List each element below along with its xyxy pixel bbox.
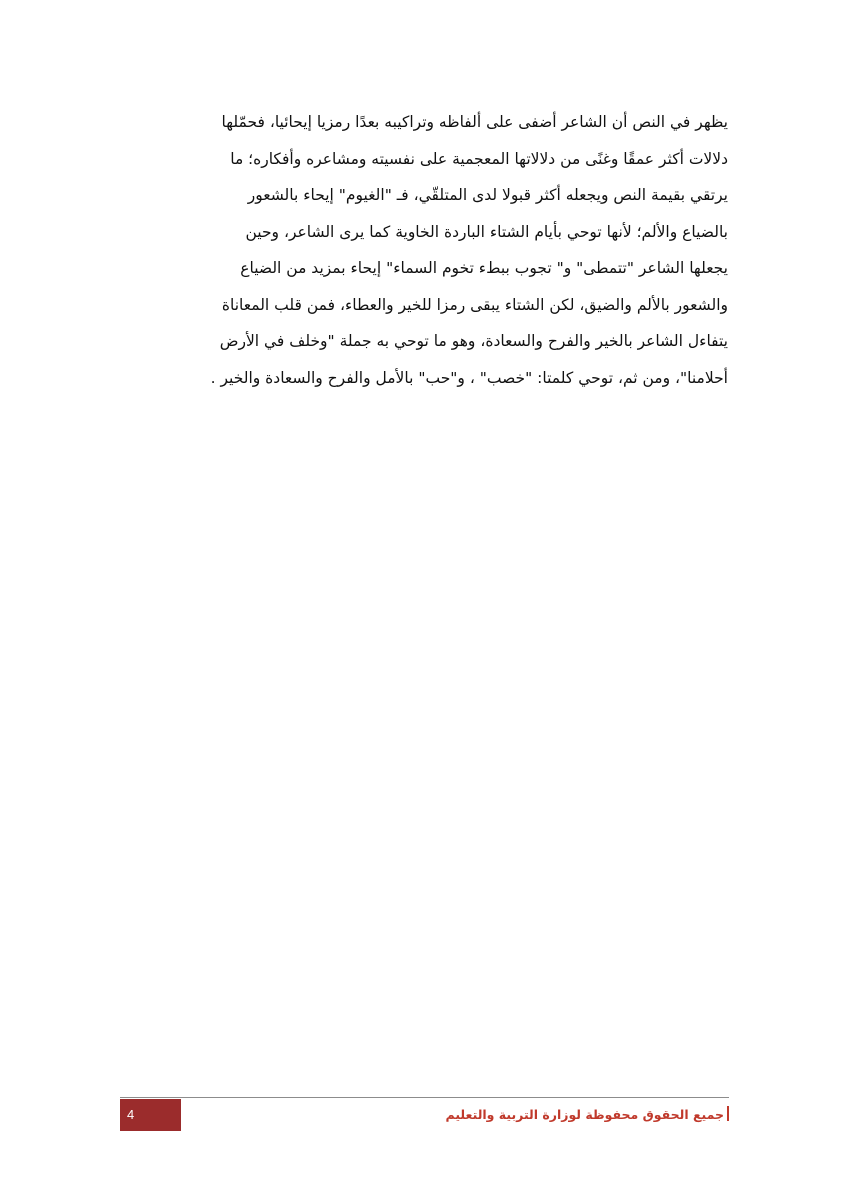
body-paragraph	[122, 104, 728, 396]
paragraph-line: يجعلها الشاعر "تتمطى" و" تجوب ببطء تخوم السماء" إيحاء بمزيد من الضياع	[240, 259, 728, 277]
copyright-text: جميع الحقوق محفوظة لوزارة التربية والتعليم	[445, 1107, 724, 1122]
paragraph-line: والشعور بالألم والضيق، لكن الشتاء يبقى رمزا للخير والعطاء، فمن قلب المعاناة	[221, 295, 728, 314]
paragraph-line: دلالات أكثر عمقًا وغنًى من دلالاتها المعجمية على نفسيته ومشاعره وأفكاره؛ ما	[230, 149, 728, 168]
paragraph-line: يتفاءل الشاعر بالخير والفرح والسعادة، وهو ما توحي به جملة "وخلف في الأرض	[219, 332, 728, 350]
page-footer	[120, 1097, 729, 1131]
watermark-graphic	[95, 380, 795, 900]
watermark	[95, 380, 795, 900]
copyright-notice	[446, 1106, 729, 1122]
paragraph-line: يرتقي بقيمة النص ويجعله أكثر قبولا لدى المتلقّي، فـ "الغيوم" إيحاء بالشعور	[247, 186, 728, 204]
paragraph-line: أحلامنا"، ومن ثم، توحي كلمتا: "خصب" ، و"حب" بالأمل والفرح والسعادة والخير .	[210, 368, 728, 387]
footer-divider	[120, 1097, 729, 1098]
copyright-bar-marker	[727, 1106, 729, 1121]
page-number: 4	[120, 1099, 181, 1131]
paragraph-line: يظهر في النص أن الشاعر أضفى على ألفاظه وتراكيبه بعدًا رمزيا إيحائيا، فحمّلها	[221, 113, 728, 131]
paragraph-line: بالضياع والألم؛ لأنها توحي بأيام الشتاء الباردة الخاوية كما يرى الشاعر، وحين	[245, 222, 728, 241]
